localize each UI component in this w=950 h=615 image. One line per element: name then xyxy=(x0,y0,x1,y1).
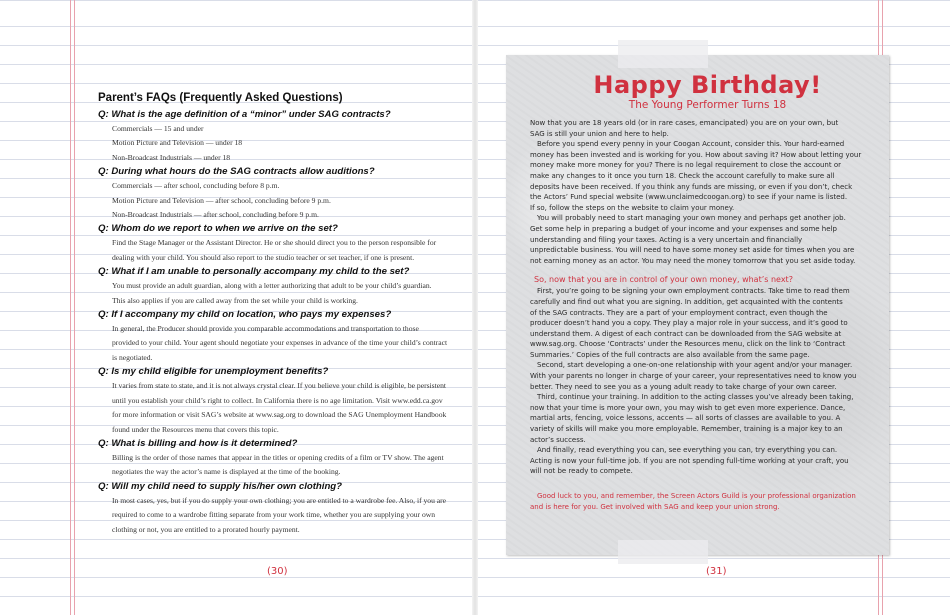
faq-answer xyxy=(112,279,458,308)
answer-line: found under the Resources menu that covers this topic. xyxy=(112,424,279,434)
card-line: will not be ready to compete. xyxy=(530,467,633,476)
faq-answer xyxy=(112,379,458,437)
card-line: actor’s success. xyxy=(530,435,586,444)
tape-strip xyxy=(618,540,708,564)
answer-line: Commercials — 15 and under xyxy=(112,124,204,133)
card-line: producer doesn’t hand you a copy. They play a major role in your success, and it’s good to xyxy=(530,319,848,328)
book-gutter xyxy=(472,0,478,615)
answer-line: clothing or not, you are entitled to a prorated hourly payment. xyxy=(112,524,300,534)
card-line: If so, follow the steps on the website to claim your money. xyxy=(530,203,735,212)
faq-question: Q: Will my child need to supply his/her own clothing? xyxy=(98,480,343,492)
faq-answer xyxy=(112,322,458,365)
card-line: the Actors’ Fund special website (www.unclaimedcoogan.org) to see if your name is listed. xyxy=(530,193,848,202)
card-line: Get some help in preparing a budget of your income and your expenses and some help xyxy=(530,224,837,233)
answer-line: required to come to a wardrobe fitting separate from your work time, whether you are supplying your own xyxy=(112,510,436,520)
card-line: of the SAG contracts. They are a part of your employment contract, even though the xyxy=(530,308,828,317)
answer-line: until you establish your child’s right to collect. In California there is no age limitation. Visit www.edd.ca.gov xyxy=(112,395,443,405)
card-line: carefully and find out what you are signing. In addition, get acquainted with the contents xyxy=(530,297,843,306)
answer-line: In most cases, yes, but if you do supply your own clothing; you are entitled to a wardrobe fee. Also, if you are xyxy=(112,495,447,505)
answer-line: Non-Broadcast Industrials — under 18 xyxy=(112,152,231,162)
faq-question: Q: Is my child eligible for unemployment benefits? xyxy=(98,366,329,378)
card-line: SAG is still your union and here to help. xyxy=(530,129,669,138)
answer-line: In general, the Producer should provide you comparable accommodations and transportation to those xyxy=(112,324,419,334)
card-line: Second, start developing a one-on-one relationship with your agent and/or your manager. xyxy=(537,361,853,370)
card-paragraphs xyxy=(530,286,885,477)
answer-line: Motion Picture and Television — after school, concluding before 9 p.m. xyxy=(112,195,331,205)
card-line: unpredictable business. You will need to have some money set aside for times when you are xyxy=(530,246,855,255)
faq-answer xyxy=(112,122,458,165)
faq-question: Q: Whom do we report to when we arrive on the set? xyxy=(98,223,338,235)
faq-answer xyxy=(112,179,458,222)
faq-question: Q: What is the age definition of a “minor” under SAG contracts? xyxy=(98,109,391,120)
card-line: First, you’re going to be signing your own employment contracts. Take time to read them xyxy=(537,287,850,296)
faq-answer xyxy=(112,494,458,537)
answer-line: Find the Stage Manager or the Assistant Director. He or she should direct you to the person responsible for xyxy=(112,238,437,248)
card-line: make any changes to it once you turn 18. Check the account carefully to make sure all xyxy=(530,171,835,180)
margin-rule xyxy=(70,0,71,615)
faq-title: Parent’s FAQs (Frequently Asked Questions) xyxy=(98,92,343,104)
faq-question: Q: If I accompany my child on location, who pays my expenses? xyxy=(98,309,392,321)
closing-line: and is here for you. Get involved with SAG and keep your union strong. xyxy=(530,502,780,511)
card-line: deposits have been received. If you think any funds are missing, or even if you don’t, check xyxy=(530,182,853,191)
closing-line: Good luck to you, and remember, the Screen Actors Guild is your professional organization xyxy=(537,492,856,500)
card-line: understanding and filing your taxes. Acting is a very uncertain and financially xyxy=(530,235,803,244)
card-line: With your parents no longer in charge of your career, your representatives need to know you xyxy=(530,372,857,381)
faq-answer xyxy=(112,451,458,480)
card-line: money make more money for you? There is no legal requirement to close the account or xyxy=(530,161,841,170)
answer-line: This also applies if you are called away from the set while your child is working. xyxy=(112,295,358,305)
card-line: Acting is now your full-time job. If you are not spending full-time working at your craft, you xyxy=(530,456,849,465)
card-line: now that your time is more your own, you may wish to get even more experience. Dance, xyxy=(530,403,846,412)
card-line: variety of skills will make you more employable. Remember, training is a major key to an xyxy=(530,425,843,434)
answer-line: negotiates the way the actor’s name is displayed at the time of the booking. xyxy=(112,467,341,477)
card-paragraphs xyxy=(530,118,885,266)
card-line: www.sag.org. Choose ‘Contracts’ under the Resources menu, click on the link to ‘Contract xyxy=(530,340,846,349)
card-line: Now that you are 18 years old (or in rare cases, emancipated) you are on your own, but xyxy=(530,119,839,127)
card-closing xyxy=(530,491,885,512)
answer-line: Non-Broadcast Industrials — after school, concluding before 9 p.m. xyxy=(112,210,319,220)
answer-line: dealing with your child. You should also report to the studio teacher or set teacher, if one is present. xyxy=(112,252,415,262)
card-line: You will probably need to start managing your own money and perhaps get another job. xyxy=(537,214,846,223)
card-line: money has been invested and is working for you. How about saving it? How about letting your xyxy=(530,150,862,159)
card-line: understand them. A digest of each contract can be downloaded from the SAG website at xyxy=(530,329,842,338)
card-subtitle: The Young Performer Turns 18 xyxy=(628,99,787,111)
answer-line: is negotiated. xyxy=(112,352,153,362)
answer-line: Billing is the order of those names that appear in the titles or opening credits of a film or TV show. The agent xyxy=(112,452,444,462)
faq-question: Q: During what hours do the SAG contracts allow auditions? xyxy=(98,166,375,178)
answer-line: It varies from state to state, and it is not always crystal clear. If you believe your child is eligible, be persistent xyxy=(112,381,447,391)
faq-question: Q: What is billing and how is it determined? xyxy=(98,437,298,449)
card-line: not earning money as an actor. You may need the money tomorrow that you set aside today. xyxy=(530,256,856,265)
card-line: And finally, read everything you can, see everything you can, try everything you can. xyxy=(537,446,838,455)
tape-strip xyxy=(618,40,708,68)
margin-rule xyxy=(74,0,75,615)
card-line: martial arts, fencing, voice lessons, accents — all sorts of classes are available to you. A xyxy=(530,414,841,423)
card-line: Summaries.’ Copies of the full contracts are also available from the same page. xyxy=(530,350,810,359)
answer-line: for more information or visit SAG’s website at www.sag.org to download the SAG Unemployment Handbook xyxy=(112,410,447,420)
answer-line: provided to your child. Your agent should negotiate your expenses in advance of the time your child’s contract xyxy=(112,338,448,348)
faq-answer xyxy=(112,236,458,265)
answer-line: Motion Picture and Television — under 18 xyxy=(112,138,243,148)
card-heading: So, now that you are in control of your own money, what’s next? xyxy=(534,275,793,285)
card-line: better. They need to see you as a young adult ready to take charge of your own career. xyxy=(530,382,837,391)
card-line: Third, continue your training. In addition to the acting classes you’ve already been taking, xyxy=(537,393,854,402)
page-number: (30) xyxy=(267,566,288,577)
answer-line: You must provide an adult guardian, along with a letter authorizing that adult to be your child’s guardian. xyxy=(112,281,432,291)
page-number: (31) xyxy=(706,566,727,577)
faq-question: Q: What if I am unable to personally accompany my child to the set? xyxy=(98,266,410,278)
faq-section xyxy=(98,90,458,537)
card-title: Happy Birthday! xyxy=(593,71,822,99)
card-line: Before you spend every penny in your Coogan Account, consider this. Your hard-earned xyxy=(537,140,845,149)
birthday-card-content xyxy=(530,72,885,512)
answer-line: Commercials — after school, concluding before 8 p.m. xyxy=(112,181,280,191)
